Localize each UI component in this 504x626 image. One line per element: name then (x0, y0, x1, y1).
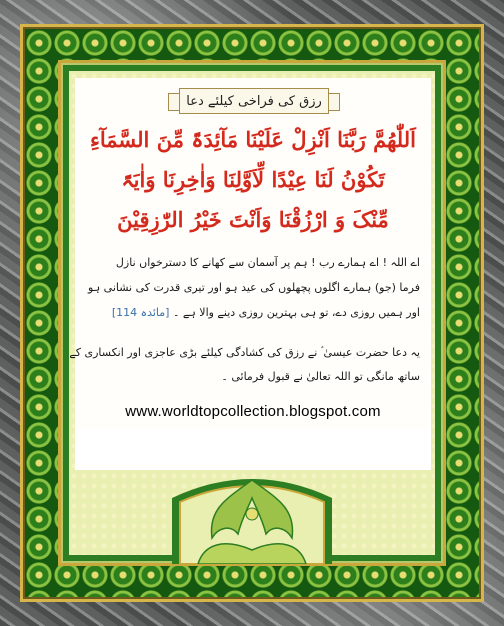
surah-reference: [مائدہ 114] (111, 306, 170, 319)
translation-text: اور ہمیں روزی دے، تو ہی بہترین روزی دینے والا ہے ۔ (172, 306, 420, 319)
page-title: رزق کی فراخی کیلئے دعا (179, 88, 329, 114)
translation-line-1: اے اللہ ! اے ہمارے رب ! ہم پر آسمان سے کھانے کا دسترخواں نازل (115, 256, 420, 269)
note-line-2: ساتھ مانگی تو اللہ تعالیٰ نے قبول فرمائی ۔ (221, 370, 420, 383)
note-line-1: یہ دعا حضرت عیسیٰ ؑ نے رزق کی کشادگی کیلئے بڑی عاجزی اور انکساری کے (69, 346, 420, 359)
watermark-url: www.worldtopcollection.blogspot.com (125, 403, 381, 420)
translation-line-3 (84, 302, 420, 324)
arch-ornament (168, 468, 336, 564)
arabic-line-3: مِّنْکَ وَ ارْزُقْنَا وَاَنْتَ خَیْرُ الرّٰزِقِیْنَ (117, 207, 389, 232)
arabic-line-2: تَکُوْنُ لَنَا عِیْدًا لِّاَوَّلِنَا وَاٰخِرِنَا وَاٰیَۃً (121, 167, 385, 192)
translation-line-2: فرما (جو) ہمارے اگلوں پچھلوں کی عید ہو اور تیری قدرت کی نشانی ہو (88, 281, 420, 294)
blank-area (75, 430, 431, 470)
arabic-line-1: اَللّٰھُمَّ رَبَّنَا اَنْزِلْ عَلَیْنَا مَآئِدَۃً مِّنَ السَّمَآءِ (90, 127, 416, 152)
